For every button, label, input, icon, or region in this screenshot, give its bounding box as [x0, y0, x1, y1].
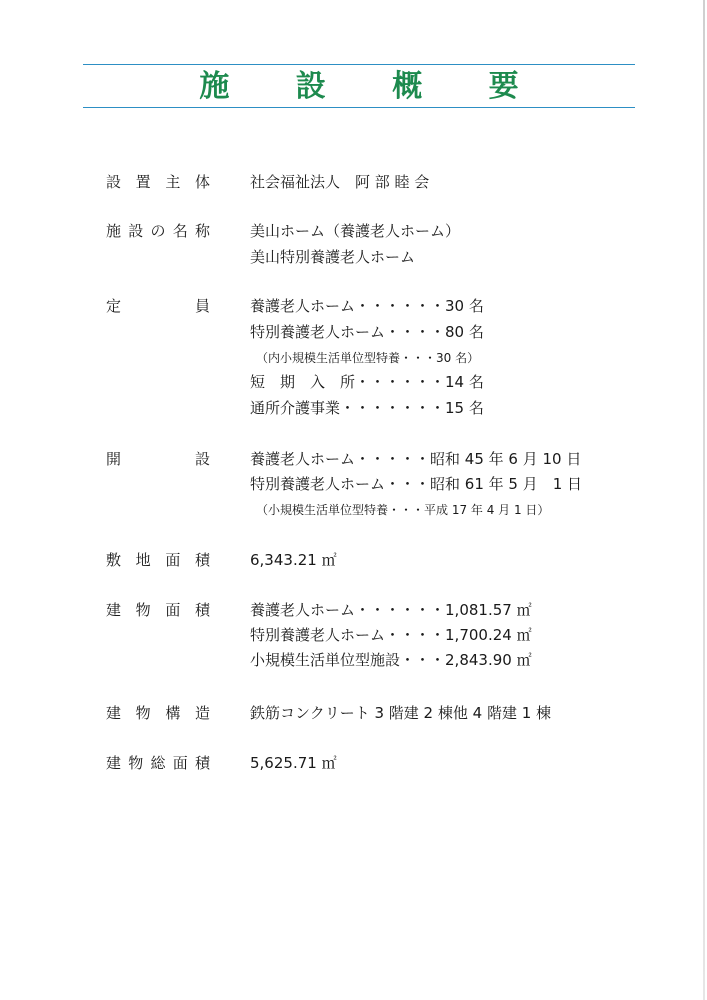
value-site-area: 6,343.21 ㎡	[250, 551, 337, 569]
value-structure: 鉄筋コンクリート 3 階建 2 棟他 4 階建 1 棟	[250, 704, 552, 722]
title-rule-bottom	[83, 107, 635, 108]
value-building-area-3: 小規模生活単位型施設・・・2,843.90 ㎡	[250, 651, 532, 669]
label-opening: 開 設	[106, 450, 210, 468]
value-capacity-note: （内小規模生活単位型特養・・・30 名）	[256, 351, 480, 365]
value-capacity-4: 通所介護事業・・・・・・・15 名	[250, 399, 484, 417]
value-facility-name-2: 美山特別養護老人ホーム	[250, 248, 416, 266]
label-capacity: 定 員	[106, 297, 210, 315]
page-title: 施 設 概 要	[199, 69, 547, 104]
value-total-area: 5,625.71 ㎡	[250, 754, 337, 772]
label-site-area: 敷 地 面 積	[106, 551, 210, 569]
value-capacity-3: 短 期 入 所・・・・・・14 名	[250, 373, 484, 391]
value-opening-1: 養護老人ホーム・・・・・昭和 45 年 6 月 10 日	[250, 450, 582, 468]
value-founder: 社会福祉法人 阿 部 睦 会	[250, 173, 430, 191]
label-structure: 建 物 構 造	[106, 704, 210, 722]
value-capacity-2: 特別養護老人ホーム・・・・80 名	[250, 323, 484, 341]
label-total-area: 建 物 総 面 積	[106, 754, 210, 772]
value-opening-2: 特別養護老人ホーム・・・昭和 61 年 5 月 1 日	[250, 475, 583, 493]
value-facility-name-1: 美山ホーム（養護老人ホーム）	[250, 222, 461, 240]
label-facility-name: 施 設 の 名 称	[106, 222, 210, 240]
value-building-area-2: 特別養護老人ホーム・・・・1,700.24 ㎡	[250, 626, 532, 644]
value-building-area-1: 養護老人ホーム・・・・・・1,081.57 ㎡	[250, 601, 532, 619]
value-capacity-1: 養護老人ホーム・・・・・・30 名	[250, 297, 484, 315]
label-building-area: 建 物 面 積	[106, 601, 210, 619]
page-edge-shadow	[703, 0, 705, 1000]
value-opening-note: （小規模生活単位型特養・・・平成 17 年 4 月 1 日）	[256, 503, 550, 517]
title-rule-top	[83, 64, 635, 65]
label-founder: 設 置 主 体	[106, 173, 210, 191]
